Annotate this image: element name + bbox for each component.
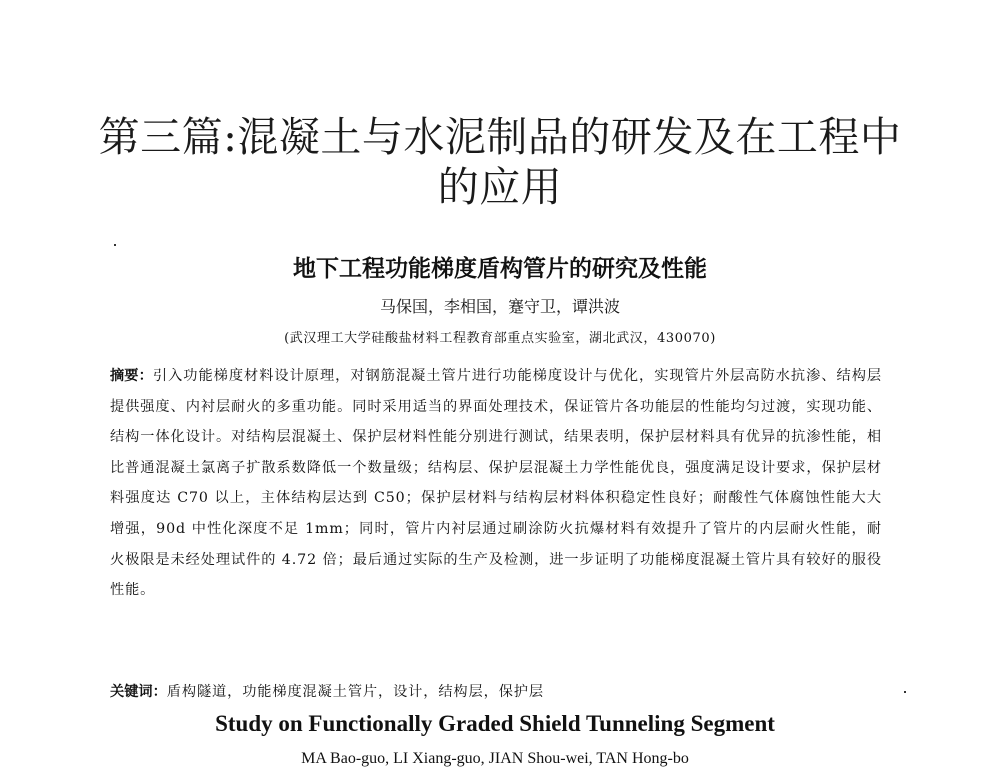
abstract: [110, 361, 882, 606]
english-title: Study on Functionally Graded Shield Tunneling Segment: [215, 711, 775, 736]
scan-speck: [904, 691, 906, 693]
abstract-text: 引入功能梯度材料设计原理，对钢筋混凝土管片进行功能梯度设计与优化，实现管片外层高防水抗渗、结构层提供强度、内衬层耐火的多重功能。同时采用适当的界面处理技术，保证管片各功能层的性能均匀过渡，实现功能、结构一体化设计。对结构层混凝土、保护层材料性能分别进行测试，结果表明，保护层材料具有优异的抗渗性能，相比普通混凝土氯离子扩散系数降低一个数量级；结构层、保护层混凝土力学性能优良，强度满足设计要求，保护层材料强度达 C70 以上，主体结构层达到 C50；保护层材料与结构层材料体积稳定性良好；耐酸性气体腐蚀性能大大增强，90d 中性化深度不足 1mm；同时，管片内衬层通过刷涂防火抗爆材料有效提升了管片的内层耐火性能，耐火极限是未经处理试件的 4.72 倍；最后通过实际的生产及检测，进一步证明了功能梯度混凝土管片具有较好的服役性能。: [110, 368, 882, 599]
keywords-label: 关键词：: [110, 684, 167, 700]
abstract-label: 摘要：: [110, 368, 153, 384]
keywords: [110, 680, 882, 704]
paper-title: 地下工程功能梯度盾构管片的研究及性能: [293, 256, 707, 282]
english-authors: MA Bao-guo, LI Xiang-guo, JIAN Shou-wei, TAN Hong-bo: [301, 750, 689, 767]
keywords-text: 盾构隧道，功能梯度混凝土管片，设计，结构层，保护层: [166, 684, 544, 700]
affiliation: (武汉理工大学硅酸盐材料工程教育部重点实验室，湖北武汉，430070): [284, 331, 716, 346]
authors: 马保国，李相国，蹇守卫，谭洪波: [379, 297, 620, 316]
part-title: 第三篇:混凝土与水泥制品的研发及在工程中的应用: [98, 113, 902, 211]
scan-speck: [114, 244, 116, 246]
